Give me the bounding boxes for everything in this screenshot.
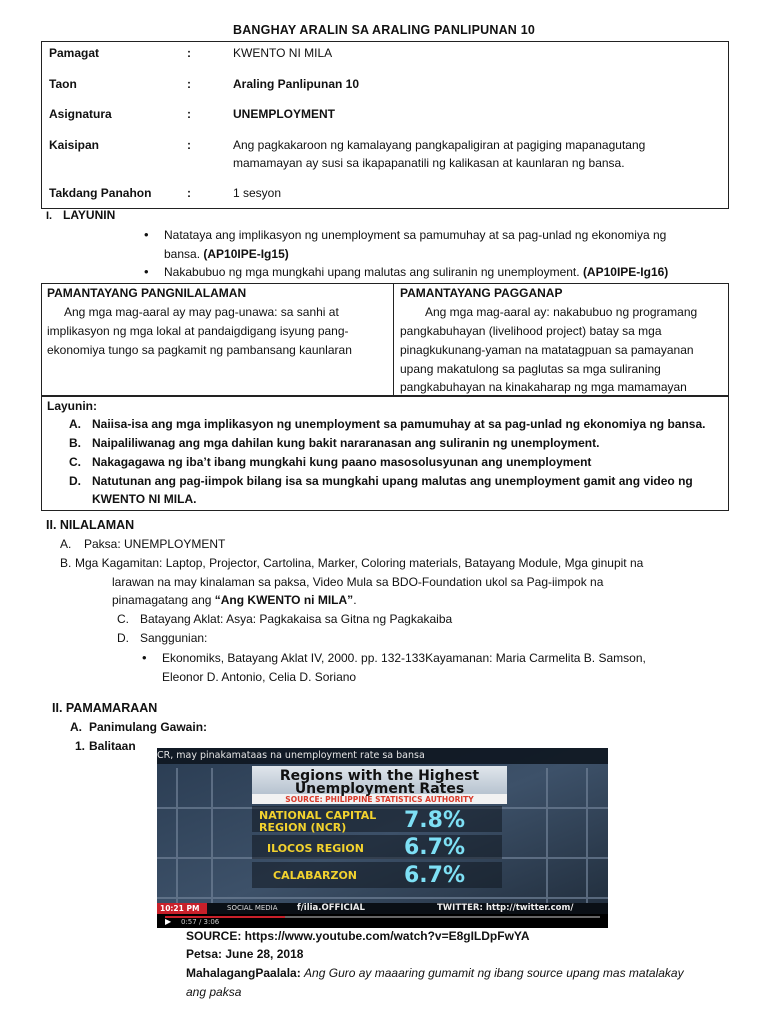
source-label: SOURCE: xyxy=(186,929,245,943)
video-source: SOURCE: PHILIPPINE STATISTICS AUTHORITY xyxy=(285,795,474,804)
bullet-text: Natataya ang implikasyon ng unemployment sa pamumuhay at sa pag-unlad ng ekonomiya ng xyxy=(164,228,667,242)
document-title: BANGHAY ARALIN SA ARALING PANLIPUNAN 10 xyxy=(232,23,536,37)
kagamitan-text: pinamagatang ang xyxy=(112,593,215,607)
video-headline-line1: Regions with the Highest xyxy=(279,768,480,784)
standards-left-heading: PAMANTAYANG PANGNILALAMAN xyxy=(47,286,247,300)
region-ncr-line1: NATIONAL CAPITAL xyxy=(259,809,377,822)
standards-left-line: implikasyon ng mga lokal at pandaigdigang isyung pang- xyxy=(47,324,349,338)
header-sep: : xyxy=(187,77,191,91)
objective-letter: B. xyxy=(69,436,81,450)
objective-text: Naiisa-isa ang mga implikasyon ng unemployment sa pamumuhay at sa pag-unlad ng ekonomiya ng bansa. xyxy=(92,417,706,431)
header-value-pamagat: KWENTO NI MILA xyxy=(233,46,333,60)
section-number: I. xyxy=(46,210,53,222)
header-sep: : xyxy=(187,138,191,152)
reference-text: Ekonomiks, Batayang Aklat IV, 2000. pp. 132-133Kayamanan: Maria Carmelita B. Samson, xyxy=(162,651,646,665)
note-line xyxy=(186,964,684,982)
section-heading-nilalaman: II. NILALAMAN xyxy=(46,518,135,532)
note-text-continuation: ang paksa xyxy=(186,985,242,999)
content-kagamitan-line: Mga Kagamitan: Laptop, Projector, Cartolina, Marker, Coloring materials, Batayang Module, Mga ginupit na xyxy=(75,556,644,570)
standards-right-line: pangkabuhayan (livelihood project) batay sa mga xyxy=(400,324,662,338)
objective-letter: D. xyxy=(69,474,81,488)
content-letter: A. xyxy=(60,537,72,551)
standards-divider xyxy=(393,283,394,396)
note-label: MahalagangPaalala: xyxy=(186,966,305,980)
region-calabarzon: CALABARZON xyxy=(273,869,358,882)
video-ticker: CR, may pinakamataas na unemployment rate sa bansa xyxy=(157,750,425,761)
header-label-kaisipan: Kaisipan xyxy=(49,138,100,152)
procedure-letter: A. xyxy=(70,720,82,734)
list-item xyxy=(164,263,668,281)
standards-left-line: Ang mga mag-aaral ay may pag-unawa: sa sanhi at xyxy=(64,305,339,319)
source-url[interactable]: https://www.youtube.com/watch?v=E8gILDpFwYA xyxy=(244,929,530,943)
header-sep: : xyxy=(187,186,191,200)
header-value-asignatura: UNEMPLOYMENT xyxy=(233,107,335,121)
note-text: Ang Guro ay maaaring gumamit ng ibang source upang mas matalakay xyxy=(304,966,684,980)
video-playtime: 0:57 / 3:06 xyxy=(181,918,220,926)
bullet-text: Nakabubuo ng mga mungkahi upang malutas ang suliranin ng unemployment. xyxy=(164,265,583,279)
date-line xyxy=(186,945,303,963)
header-label-takdang-panahon: Takdang Panahon xyxy=(49,186,152,200)
video-twitter: TWITTER: http://twitter.com/ xyxy=(437,903,574,913)
header-value-kaisipan-line1: Ang pagkakaroon ng kamalayang pangkapaligiran at pagiging mapanagutang xyxy=(233,138,646,152)
standards-right-heading: PAMANTAYANG PAGGANAP xyxy=(400,286,563,300)
section-heading-pamamaraan: II. PAMAMARAAN xyxy=(52,701,158,715)
header-info-table xyxy=(41,41,729,209)
content-paksa: Paksa: UNEMPLOYMENT xyxy=(84,537,226,551)
content-letter: B. xyxy=(60,556,72,570)
video-social-handle: f/ilia.OFFICIAL xyxy=(297,903,365,913)
list-item xyxy=(164,226,666,244)
competency-code: (AP10IPE-Ig15) xyxy=(203,247,289,261)
section-heading-layunin: LAYUNIN xyxy=(63,208,116,222)
header-value-takdang-panahon: 1 sesyon xyxy=(233,186,282,200)
rate-ncr: 7.8% xyxy=(404,808,466,833)
video-source-line xyxy=(186,927,529,945)
reference-item xyxy=(162,649,646,667)
standards-left-line: ekonomiya tungo sa pagkamit ng pambansang kaunlaran xyxy=(47,343,352,357)
header-sep: : xyxy=(187,107,191,121)
header-value-kaisipan-line2: mamamayan ay susi sa ikapapanatili ng kalikasan at kaunlaran ng bansa. xyxy=(233,156,625,170)
video-title: “Ang KWENTO ni MILA” xyxy=(214,593,354,607)
standards-right-line: pinagkukunang-yaman na matatagpuan sa pamayanan xyxy=(400,343,694,357)
objectives-label: Layunin: xyxy=(47,399,97,413)
objective-text: Naipaliliwanag ang mga dahilan kung bakit nararanasan ang suliranin ng unemployment. xyxy=(92,436,600,450)
list-item-continuation xyxy=(164,245,289,263)
objective-letter: A. xyxy=(69,417,81,431)
rate-calabarzon: 6.7% xyxy=(404,863,466,888)
region-ncr-line2: REGION (NCR) xyxy=(259,821,347,834)
standards-right-line: Ang mga mag-aaral ay: nakabubuo ng programang xyxy=(425,305,698,319)
header-label-pamagat: Pamagat xyxy=(49,46,100,60)
objective-text: Natutunan ang pag-iimpok bilang isa sa mungkahi upang malutas ang unemployment gamit ang video ng xyxy=(92,474,693,488)
video-social-label: SOCIAL MEDIA xyxy=(227,904,278,912)
content-kagamitan-line xyxy=(112,591,357,609)
video-headline-line2: Unemployment Rates xyxy=(294,781,465,797)
standards-right-line: pangkabuhayan na kinakaharap ng mga mamamayan xyxy=(400,380,687,394)
procedure-panimulang-gawain: Panimulang Gawain: xyxy=(89,720,208,734)
standards-right-line: upang makatulong sa paglutas sa mga suliraning xyxy=(400,362,661,376)
header-label-taon: Taon xyxy=(49,77,77,91)
objective-text: Nakagagawa ng iba’t ibang mungkahi kung paano masosolusyunan ang unemployment xyxy=(92,455,592,469)
date-label: Petsa: xyxy=(186,947,226,961)
rate-ilocos: 6.7% xyxy=(404,835,466,860)
date-value: June 28, 2018 xyxy=(225,947,304,961)
objective-text-continuation: KWENTO NI MILA. xyxy=(92,492,197,506)
header-label-asignatura: Asignatura xyxy=(49,107,112,121)
video-time: 10:21 PM xyxy=(160,904,200,913)
procedure-balitaan: Balitaan xyxy=(89,739,136,753)
competency-code: (AP10IPE-Ig16) xyxy=(582,265,669,279)
header-value-taon: Araling Panlipunan 10 xyxy=(233,77,360,91)
content-letter: C. xyxy=(117,612,129,626)
bullet-text: bansa. xyxy=(164,247,204,261)
play-icon[interactable]: ▶ xyxy=(165,917,172,926)
region-ilocos: ILOCOS REGION xyxy=(267,842,364,855)
content-kagamitan-line: larawan na may kinalaman sa paksa, Video Mula sa BDO-Foundation ukol sa Pag-iimpok na xyxy=(112,575,604,589)
header-sep: : xyxy=(187,46,191,60)
content-sanggunian: Sanggunian: xyxy=(140,631,208,645)
content-batayang-aklat: Batayang Aklat: Asya: Pagkakaisa sa Gitna ng Pagkakaiba xyxy=(140,612,453,626)
news-video-screenshot[interactable] xyxy=(157,748,608,928)
kagamitan-text: . xyxy=(353,593,357,607)
content-letter: D. xyxy=(117,631,129,645)
procedure-number: 1. xyxy=(75,739,86,753)
reference-item-continuation: Eleonor D. Antonio, Celia D. Soriano xyxy=(162,670,357,684)
objective-letter: C. xyxy=(69,455,81,469)
